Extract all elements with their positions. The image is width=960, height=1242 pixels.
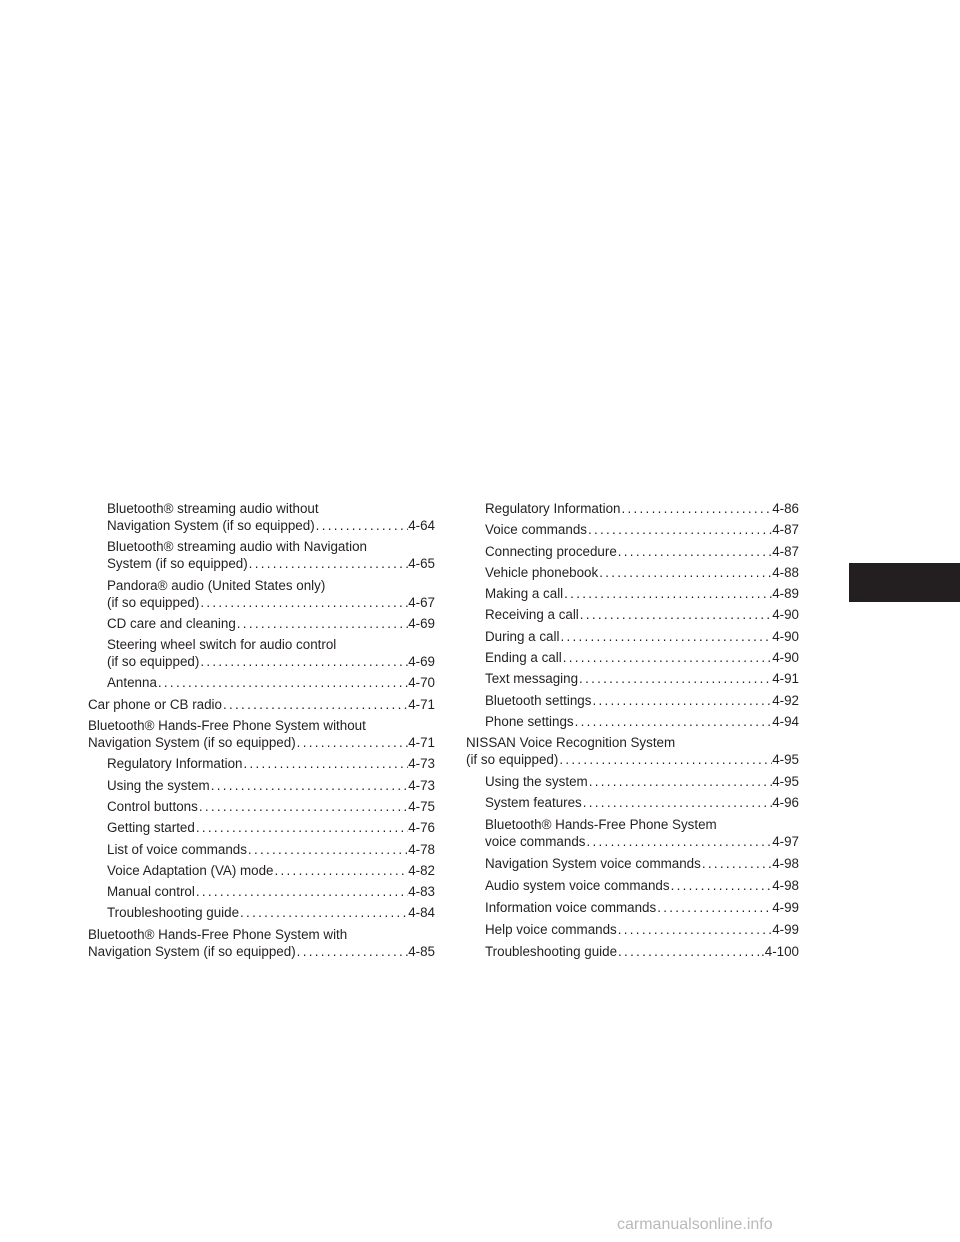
toc-entry-title: CD care and cleaning [107,615,236,631]
toc-entry-title: Bluetooth® streaming audio with Navigation [107,539,367,555]
toc-page-number: 4-95 [772,773,799,789]
toc-page-number: 4-89 [772,586,799,602]
toc-column-right [466,500,799,965]
toc-entry-title: Antenna [107,675,157,691]
dot-leader [598,564,772,581]
toc-page-number: 4-75 [408,798,435,814]
toc-entry[interactable] [466,606,799,623]
toc-page-number: 4-90 [772,628,799,644]
toc-page-number: 4-99 [772,921,799,937]
toc-entry-title: During a call [485,628,560,644]
dot-leader [588,773,772,790]
toc-entry-title: Receiving a call [485,607,579,623]
toc-entry-title: Making a call [485,586,564,602]
toc-entry[interactable] [88,500,435,534]
toc-entry-title: Phone settings [485,713,574,729]
toc-entry[interactable] [466,794,799,811]
toc-entry-title: Help voice commands [485,921,617,937]
toc-entry-title: Navigation System (if so equipped) [88,943,296,959]
dot-leader [247,841,408,858]
dot-leader [670,877,773,894]
toc-page-number: 4-87 [772,522,799,538]
toc-entry-title: Navigation System (if so equipped) [107,518,315,533]
toc-entry[interactable] [466,877,799,894]
toc-page-number: 4-90 [772,607,799,623]
dot-leader [701,855,772,872]
toc-entry[interactable] [88,696,435,713]
dot-leader [315,517,409,534]
dot-leader [563,585,772,602]
toc-entry[interactable] [466,670,799,687]
toc-entry-title: Pandora® audio (United States only) [107,577,326,593]
watermark-text: carmanualsonline.info [617,1216,773,1233]
toc-page-number: 4-73 [408,756,435,772]
toc-page-number: 4-95 [772,752,799,768]
toc-page-number: .4-100 [761,943,799,959]
toc-column-left [88,500,435,964]
dot-leader [620,500,772,517]
toc-entry-title: (if so equipped) [466,752,559,768]
toc-entry[interactable] [88,883,435,900]
toc-page-number: 4-88 [772,564,799,580]
toc-entry-title: Navigation System voice commands [485,856,701,872]
dot-leader [579,606,772,623]
toc-page-number: 4-82 [408,862,435,878]
dot-leader [559,628,772,645]
toc-entry-title: Manual control [107,884,195,900]
toc-entry-title: Audio system voice commands [485,878,670,894]
toc-entry-title: Bluetooth settings [485,692,592,708]
toc-entry-title: Troubleshooting guide [107,905,240,921]
toc-page-number: 4-71 [408,696,435,712]
dot-leader [558,751,772,768]
toc-entry[interactable] [88,674,435,691]
toc-entry-title: Information voice commands [485,900,657,916]
toc-entry-title: System features [485,795,582,811]
toc-entry-title: Getting started [107,820,195,836]
dot-leader [617,921,772,938]
toc-entry-title: Bluetooth® Hands-Free Phone System [485,817,717,833]
toc-page-number: 4-65 [408,556,435,572]
toc-entry[interactable] [88,538,435,572]
toc-entry[interactable] [88,841,435,858]
toc-entry-title: Vehicle phonebook [485,564,599,580]
toc-entry-title: Using the system [107,777,210,793]
dot-leader [195,883,408,900]
dot-leader [578,670,772,687]
toc-entry[interactable] [466,500,799,517]
toc-entry[interactable] [466,585,799,602]
toc-page-number: 4-69 [408,654,435,670]
toc-entry[interactable] [466,628,799,645]
toc-entry-title: (if so equipped) [107,654,200,670]
toc-entry[interactable] [466,734,799,768]
toc-entry[interactable] [466,921,799,938]
toc-page-number: 4-98 [772,878,799,894]
toc-entry-title: voice commands [485,834,586,850]
toc-entry[interactable] [466,816,799,850]
toc-page-number: 4-84 [408,905,435,921]
toc-entry-title: Bluetooth® Hands-Free Phone System without [88,718,366,734]
dot-leader [248,555,409,572]
dot-leader [222,696,408,713]
toc-entry[interactable] [88,755,435,772]
toc-entry[interactable] [88,926,435,960]
toc-entry[interactable] [466,543,799,560]
toc-entry[interactable] [88,615,435,632]
toc-entry[interactable] [466,521,799,538]
toc-entry[interactable] [88,777,435,794]
dot-leader [198,798,408,815]
toc-entry[interactable] [466,899,799,916]
toc-page-number: 4-87 [772,543,799,559]
dot-leader [199,594,408,611]
toc-page-number: 4-98 [772,856,799,872]
dot-leader [195,819,408,836]
toc-entry-title: Bluetooth® Hands-Free Phone System with [88,926,348,942]
toc-entry-title: Voice commands [485,522,587,538]
toc-page-number: 4-85 [408,943,435,959]
toc-page-number: 4-73 [408,777,435,793]
toc-page-number: 4-86 [772,501,799,516]
toc-page-number: 4-96 [772,795,799,811]
toc-entry[interactable] [466,855,799,872]
toc-entry[interactable] [88,904,435,921]
dot-leader [239,904,408,921]
toc-page-number: 4-94 [772,713,799,729]
dot-leader [199,653,408,670]
toc-entry-title: Bluetooth® streaming audio without [107,501,319,516]
toc-entry[interactable] [88,862,435,879]
toc-page-number: 4-97 [772,834,799,850]
toc-page-number: 4-71 [408,735,435,751]
section-tab [849,563,960,602]
dot-leader [574,713,773,730]
toc-entry[interactable] [466,692,799,709]
toc-page-number: 4-69 [408,615,435,631]
toc-entry[interactable] [88,636,435,670]
dot-leader [617,543,772,560]
toc-entry-title: Control buttons [107,798,198,814]
toc-entry-title: Voice Adaptation (VA) mode [107,862,274,878]
toc-entry-title: List of voice commands [107,841,247,857]
toc-entry[interactable] [88,577,435,611]
dot-leader [210,777,408,794]
toc-entry-title: (if so equipped) [107,594,200,610]
toc-entry-title: Regulatory Information [107,756,243,772]
toc-page-number: 4-83 [408,884,435,900]
toc-entry-title: Text messaging [485,671,579,687]
dot-leader [582,794,772,811]
toc-entry[interactable] [466,649,799,666]
toc-page-number: 4-67 [408,594,435,610]
toc-page-number: 4-91 [772,671,799,687]
toc-entry[interactable] [88,717,435,751]
toc-entry[interactable] [466,713,799,730]
toc-entry-title: System (if so equipped) [107,556,248,572]
toc-page-number: 4-90 [772,650,799,666]
dot-leader [157,674,408,691]
toc-entry-title: Ending a call [485,650,562,666]
toc-entry[interactable] [88,798,435,815]
dot-leader [236,615,408,632]
toc-entry-title: Steering wheel switch for audio control [107,637,337,653]
toc-entry-title: Using the system [485,773,588,789]
toc-page-number: 4-64 [408,518,435,533]
toc-entry-title: Regulatory Information [485,501,621,516]
toc-entry[interactable] [466,564,799,581]
dot-leader [585,833,772,850]
toc-entry[interactable] [88,819,435,836]
toc-entry-title: Troubleshooting guide [485,943,618,959]
dot-leader [296,943,409,960]
toc-entry-title: NISSAN Voice Recognition System [466,735,676,751]
toc-page-number: 4-99 [772,900,799,916]
dot-leader [274,862,409,879]
toc-entry[interactable] [466,773,799,790]
toc-page-number: 4-76 [408,820,435,836]
dot-leader [591,692,772,709]
toc-entry-title: Connecting procedure [485,543,617,559]
dot-leader [296,734,409,751]
toc-page-number: 4-70 [408,675,435,691]
toc-entry[interactable] [466,943,799,960]
toc-page-number: 4-78 [408,841,435,857]
toc-entry-title: Car phone or CB radio [88,696,222,712]
dot-leader [587,521,772,538]
dot-leader [617,943,761,960]
toc-entry-title: Navigation System (if so equipped) [88,735,296,751]
dot-leader [656,899,772,916]
toc-page-number: 4-92 [772,692,799,708]
dot-leader [242,755,408,772]
dot-leader [562,649,773,666]
